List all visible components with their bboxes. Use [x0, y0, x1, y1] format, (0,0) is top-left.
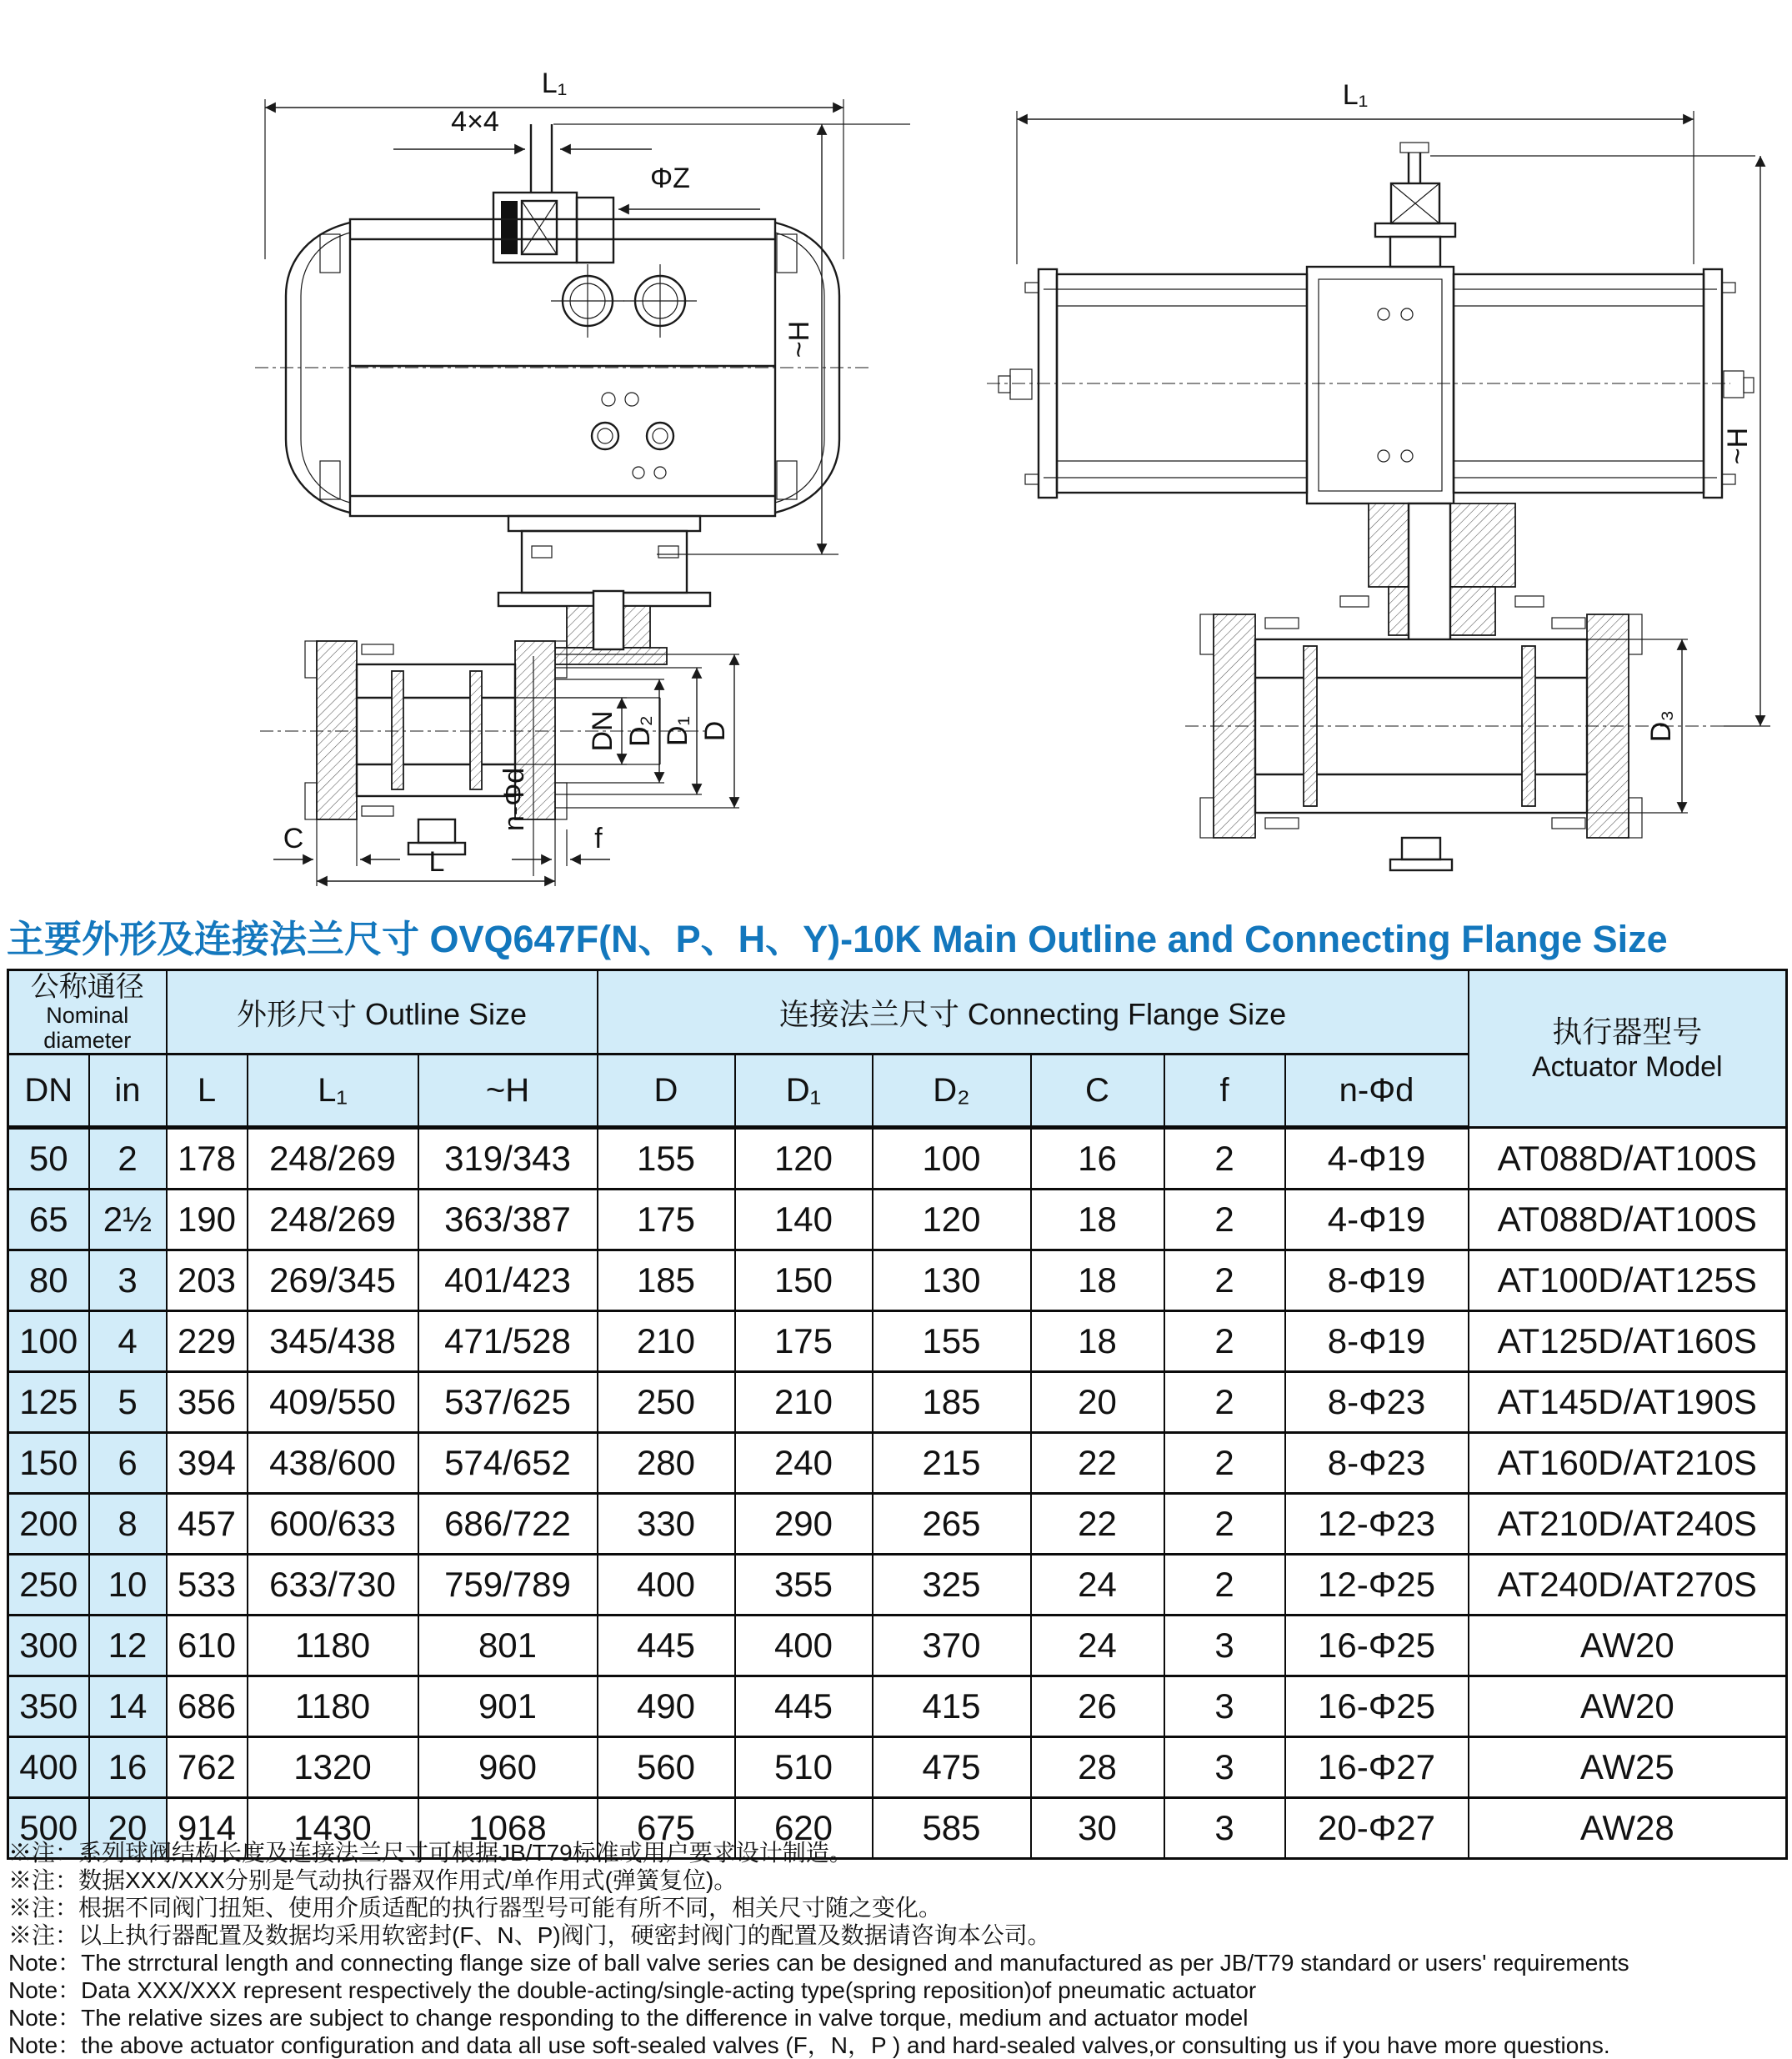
table-cell: 80 [8, 1250, 89, 1311]
table-cell: AW20 [1469, 1676, 1787, 1737]
table-cell: 409/550 [248, 1372, 418, 1433]
column-header-d1: D₁ [735, 1055, 873, 1128]
table-cell: 1068 [418, 1798, 598, 1859]
table-cell: 12-Φ25 [1285, 1555, 1469, 1616]
table-cell: 633/730 [248, 1555, 418, 1616]
table-cell: 490 [598, 1676, 735, 1737]
table-cell: 16 [1031, 1128, 1164, 1190]
dim-label-phiz: ΦZ [650, 163, 690, 194]
note-line: Note：The strrctural length and connecting flange size of ball valve series can be designed and manufactured as per JB/T79 standard or users' requirements [8, 1950, 1629, 1976]
column-header-h: ~H [418, 1055, 598, 1128]
column-header-in: in [89, 1055, 167, 1128]
column-header-d2: D₂ [873, 1055, 1031, 1128]
table-cell: 762 [167, 1737, 248, 1798]
table-cell: 394 [167, 1433, 248, 1494]
table-cell: 229 [167, 1311, 248, 1372]
table-cell: 510 [735, 1737, 873, 1798]
table-cell: AW25 [1469, 1737, 1787, 1798]
table-cell: 445 [735, 1676, 873, 1737]
header-actuator-en: Actuator Model [1531, 1051, 1723, 1083]
note-line: Note：Data XXX/XXX represent respectively the double-acting/single-acting type(spring reposition)of pneumatic actuator [8, 1977, 1257, 2003]
table-cell: 8-Φ23 [1285, 1433, 1469, 1494]
table-cell: 914 [167, 1798, 248, 1859]
column-header-nphid: n-Φd [1285, 1055, 1469, 1128]
table-cell: 140 [735, 1190, 873, 1250]
table-cell: 2 [1164, 1433, 1285, 1494]
header-nominal-cn: 公称通径 [30, 971, 144, 1003]
note-line: ※注：以上执行器配置及数据均采用软密封(F、N、P)阀门，硬密封阀门的配置及数据请咨询本公司。 [8, 1922, 1051, 1948]
table-cell: 185 [598, 1250, 735, 1311]
note-line: Note：the above actuator configuration and data all use soft-sealed valves (F，N，P ) and hard-sealed valves,or consulting us if you have more questions. [8, 2032, 1610, 2058]
table-cell: 175 [598, 1190, 735, 1250]
valve-flange [317, 641, 357, 819]
table-row [8, 1555, 1787, 1616]
table-cell: 203 [167, 1250, 248, 1311]
header-outline-size: 外形尺寸 Outline Size [167, 970, 598, 1055]
table-cell: AT125D/AT160S [1469, 1311, 1787, 1372]
dim-label-dn: DN [587, 710, 618, 752]
table-cell: 3 [89, 1250, 167, 1311]
table-cell: 4 [89, 1311, 167, 1372]
table-cell: 280 [598, 1433, 735, 1494]
dim-label-d3: D₃ [1645, 709, 1677, 743]
table-cell: 3 [1164, 1737, 1285, 1798]
table-cell: AT088D/AT100S [1469, 1128, 1787, 1190]
dim-label-4x4: 4×4 [451, 106, 499, 138]
table-cell: 533 [167, 1555, 248, 1616]
table-cell: 150 [8, 1433, 89, 1494]
dim-label-d1: D₁ [662, 715, 693, 747]
note-line: ※注：根据不同阀门扭矩、使用介质适配的执行器型号可能有所不同，相关尺寸随之变化。 [8, 1895, 943, 1921]
table-row [8, 1128, 1787, 1190]
table-cell: 759/789 [418, 1555, 598, 1616]
table-cell: 155 [598, 1128, 735, 1190]
table-cell: 120 [735, 1128, 873, 1190]
table-row [8, 1676, 1787, 1737]
table-cell: 325 [873, 1555, 1031, 1616]
header-actuator-cn: 执行器型号 [1552, 1014, 1703, 1049]
table-cell: 600/633 [248, 1494, 418, 1555]
header-nominal-en: Nominal diameter [43, 1003, 132, 1053]
dim-label-h: ~H [783, 320, 815, 358]
table-cell: 14 [89, 1676, 167, 1737]
table-cell: 18 [1031, 1190, 1164, 1250]
table-cell: 345/438 [248, 1311, 418, 1372]
column-header-f: f [1164, 1055, 1285, 1128]
table-cell: 8-Φ23 [1285, 1372, 1469, 1433]
note-line: ※注：数据XXX/XXX分别是气动执行器双作用式/单作用式(弹簧复位)。 [8, 1867, 738, 1893]
table-cell: 240 [735, 1433, 873, 1494]
column-header-c: C [1031, 1055, 1164, 1128]
table-cell: 356 [167, 1372, 248, 1433]
table-cell: 2 [1164, 1250, 1285, 1311]
table-cell: 400 [8, 1737, 89, 1798]
table-cell: 574/652 [418, 1433, 598, 1494]
table-cell: 16-Φ25 [1285, 1616, 1469, 1676]
table-cell: 400 [598, 1555, 735, 1616]
table-row [8, 1737, 1787, 1798]
table-cell: 24 [1031, 1616, 1164, 1676]
table-cell: 190 [167, 1190, 248, 1250]
table-cell: 20 [89, 1798, 167, 1859]
table-cell: 5 [89, 1372, 167, 1433]
table-cell: 248/269 [248, 1128, 418, 1190]
table-cell: 100 [873, 1128, 1031, 1190]
dim-label-l1: L₁ [541, 68, 568, 99]
table-cell: 2 [89, 1128, 167, 1190]
table-cell: 130 [873, 1250, 1031, 1311]
table-cell: 215 [873, 1433, 1031, 1494]
table-cell: 2 [1164, 1494, 1285, 1555]
table-cell: 22 [1031, 1494, 1164, 1555]
table-cell: 20 [1031, 1372, 1164, 1433]
table-cell: 300 [8, 1616, 89, 1676]
table-cell: AW28 [1469, 1798, 1787, 1859]
column-header-l1: L₁ [248, 1055, 418, 1128]
table-cell: 12-Φ23 [1285, 1494, 1469, 1555]
table-cell: 1180 [248, 1676, 418, 1737]
table-cell: 438/600 [248, 1433, 418, 1494]
column-header-dn: DN [8, 1055, 89, 1128]
table-cell: AT240D/AT270S [1469, 1555, 1787, 1616]
table-cell: 4-Φ19 [1285, 1128, 1469, 1190]
table-row [8, 1433, 1787, 1494]
table-cell: 363/387 [418, 1190, 598, 1250]
table-cell: 28 [1031, 1737, 1164, 1798]
table-cell: 8-Φ19 [1285, 1250, 1469, 1311]
table-cell: 65 [8, 1190, 89, 1250]
table-cell: 290 [735, 1494, 873, 1555]
table-cell: 2 [1164, 1555, 1285, 1616]
table-cell: 2 [1164, 1190, 1285, 1250]
column-header-d: D [598, 1055, 735, 1128]
table-cell: 585 [873, 1798, 1031, 1859]
dimensions-table [7, 969, 1788, 1860]
actuator-center-block [1307, 267, 1454, 503]
table-cell: 175 [735, 1311, 873, 1372]
table-cell: 6 [89, 1433, 167, 1494]
table-cell: 960 [418, 1737, 598, 1798]
table-cell: 24 [1031, 1555, 1164, 1616]
dim-label-c: C [283, 823, 304, 854]
table-cell: 560 [598, 1737, 735, 1798]
table-cell: 155 [873, 1311, 1031, 1372]
table-cell: 4-Φ19 [1285, 1190, 1469, 1250]
table-body [8, 1128, 1787, 1859]
header-flange-size: 连接法兰尺寸 Connecting Flange Size [598, 970, 1469, 1055]
table-cell: 1180 [248, 1616, 418, 1676]
table-cell: 1430 [248, 1798, 418, 1859]
table-cell: 16-Φ27 [1285, 1737, 1469, 1798]
note-line: ※注：系列球阀结构长度及连接法兰尺寸可根据JB/T79标准或用户要求设计制造。 [8, 1840, 853, 1866]
table-cell: 401/423 [418, 1250, 598, 1311]
mounting-bracket [508, 516, 700, 531]
table-row [8, 1494, 1787, 1555]
table-group-header-row [8, 970, 1787, 1055]
note-line: Note：The relative sizes are subject to change responding to the difference in valve torque, medium and actuator model [8, 2005, 1249, 2031]
table-row [8, 1616, 1787, 1676]
table-cell: 2 [1164, 1311, 1285, 1372]
page-title: 主要外形及连接法兰尺寸 OVQ647F(N、P、H、Y)-10K Main Outline and Connecting Flange Size [7, 918, 1668, 960]
table-cell: 330 [598, 1494, 735, 1555]
valve-body [357, 664, 515, 796]
table-cell: 210 [735, 1372, 873, 1433]
table-cell: 150 [735, 1250, 873, 1311]
dim-label-d: D [699, 720, 731, 742]
table-cell: 610 [167, 1616, 248, 1676]
dim-label-h: ~H [1722, 427, 1754, 465]
table-cell: 10 [89, 1555, 167, 1616]
table-cell: 675 [598, 1798, 735, 1859]
table-cell: 26 [1031, 1676, 1164, 1737]
table-cell: 100 [8, 1311, 89, 1372]
table-cell: 686 [167, 1676, 248, 1737]
right-technical-drawing [934, 13, 1775, 888]
table-cell: 185 [873, 1372, 1031, 1433]
table-cell: 18 [1031, 1311, 1164, 1372]
table-cell: 500 [8, 1798, 89, 1859]
table-cell: 370 [873, 1616, 1031, 1676]
table-cell: 400 [735, 1616, 873, 1676]
table-cell: 16 [89, 1737, 167, 1798]
table-cell: 355 [735, 1555, 873, 1616]
table-cell: 537/625 [418, 1372, 598, 1433]
table-cell: 1320 [248, 1737, 418, 1798]
table-cell: 901 [418, 1676, 598, 1737]
table-cell: 18 [1031, 1250, 1164, 1311]
table-cell: 801 [418, 1616, 598, 1676]
table-cell: 620 [735, 1798, 873, 1859]
table-cell: 20-Φ27 [1285, 1798, 1469, 1859]
table-cell: 250 [8, 1555, 89, 1616]
dim-label-l: L [428, 846, 445, 878]
table-cell: 12 [89, 1616, 167, 1676]
table-cell: 2 [1164, 1372, 1285, 1433]
dim-label-l1: L₁ [1342, 79, 1369, 111]
table-cell: 50 [8, 1128, 89, 1190]
table-cell: 120 [873, 1190, 1031, 1250]
table-cell: AT100D/AT125S [1469, 1250, 1787, 1311]
dim-label-f: f [594, 823, 603, 854]
table-row [8, 1250, 1787, 1311]
table-cell: 269/345 [248, 1250, 418, 1311]
table-cell: 471/528 [418, 1311, 598, 1372]
drain-plug [418, 819, 455, 843]
left-technical-drawing [117, 13, 917, 888]
table-cell: 250 [598, 1372, 735, 1433]
table-cell: 475 [873, 1737, 1031, 1798]
dim-label-nphid: n-Φd [498, 767, 530, 832]
table-cell: AW20 [1469, 1616, 1787, 1676]
table-cell: AT210D/AT240S [1469, 1494, 1787, 1555]
table-cell: 8-Φ19 [1285, 1311, 1469, 1372]
table-cell: AT160D/AT210S [1469, 1433, 1787, 1494]
table-cell: 2 [1164, 1128, 1285, 1190]
table-cell: 8 [89, 1494, 167, 1555]
header-actuator-model [1469, 970, 1787, 1128]
table-cell: 248/269 [248, 1190, 418, 1250]
table-cell: 3 [1164, 1798, 1285, 1859]
table-cell: 265 [873, 1494, 1031, 1555]
table-cell: 178 [167, 1128, 248, 1190]
table-cell: 200 [8, 1494, 89, 1555]
table-cell: 210 [598, 1311, 735, 1372]
table-cell: 2½ [89, 1190, 167, 1250]
drain-plug [1402, 838, 1440, 859]
notes [8, 1839, 1789, 2059]
table-cell: 445 [598, 1616, 735, 1676]
table-cell: 3 [1164, 1616, 1285, 1676]
table-cell: 415 [873, 1676, 1031, 1737]
table-row [8, 1190, 1787, 1250]
header-nominal-diameter [8, 970, 167, 1055]
table-cell: 125 [8, 1372, 89, 1433]
table-cell: 22 [1031, 1433, 1164, 1494]
dim-label-d2: D₂ [624, 715, 656, 747]
table-cell: AT088D/AT100S [1469, 1190, 1787, 1250]
table-cell: 686/722 [418, 1494, 598, 1555]
table-cell: 457 [167, 1494, 248, 1555]
table-cell: 3 [1164, 1676, 1285, 1737]
table-cell: 350 [8, 1676, 89, 1737]
table-cell: 16-Φ25 [1285, 1676, 1469, 1737]
table-row [8, 1311, 1787, 1372]
table-cell: 319/343 [418, 1128, 598, 1190]
table-cell: AT145D/AT190S [1469, 1372, 1787, 1433]
table-row [8, 1372, 1787, 1433]
column-header-l: L [167, 1055, 248, 1128]
table-cell: 30 [1031, 1798, 1164, 1859]
